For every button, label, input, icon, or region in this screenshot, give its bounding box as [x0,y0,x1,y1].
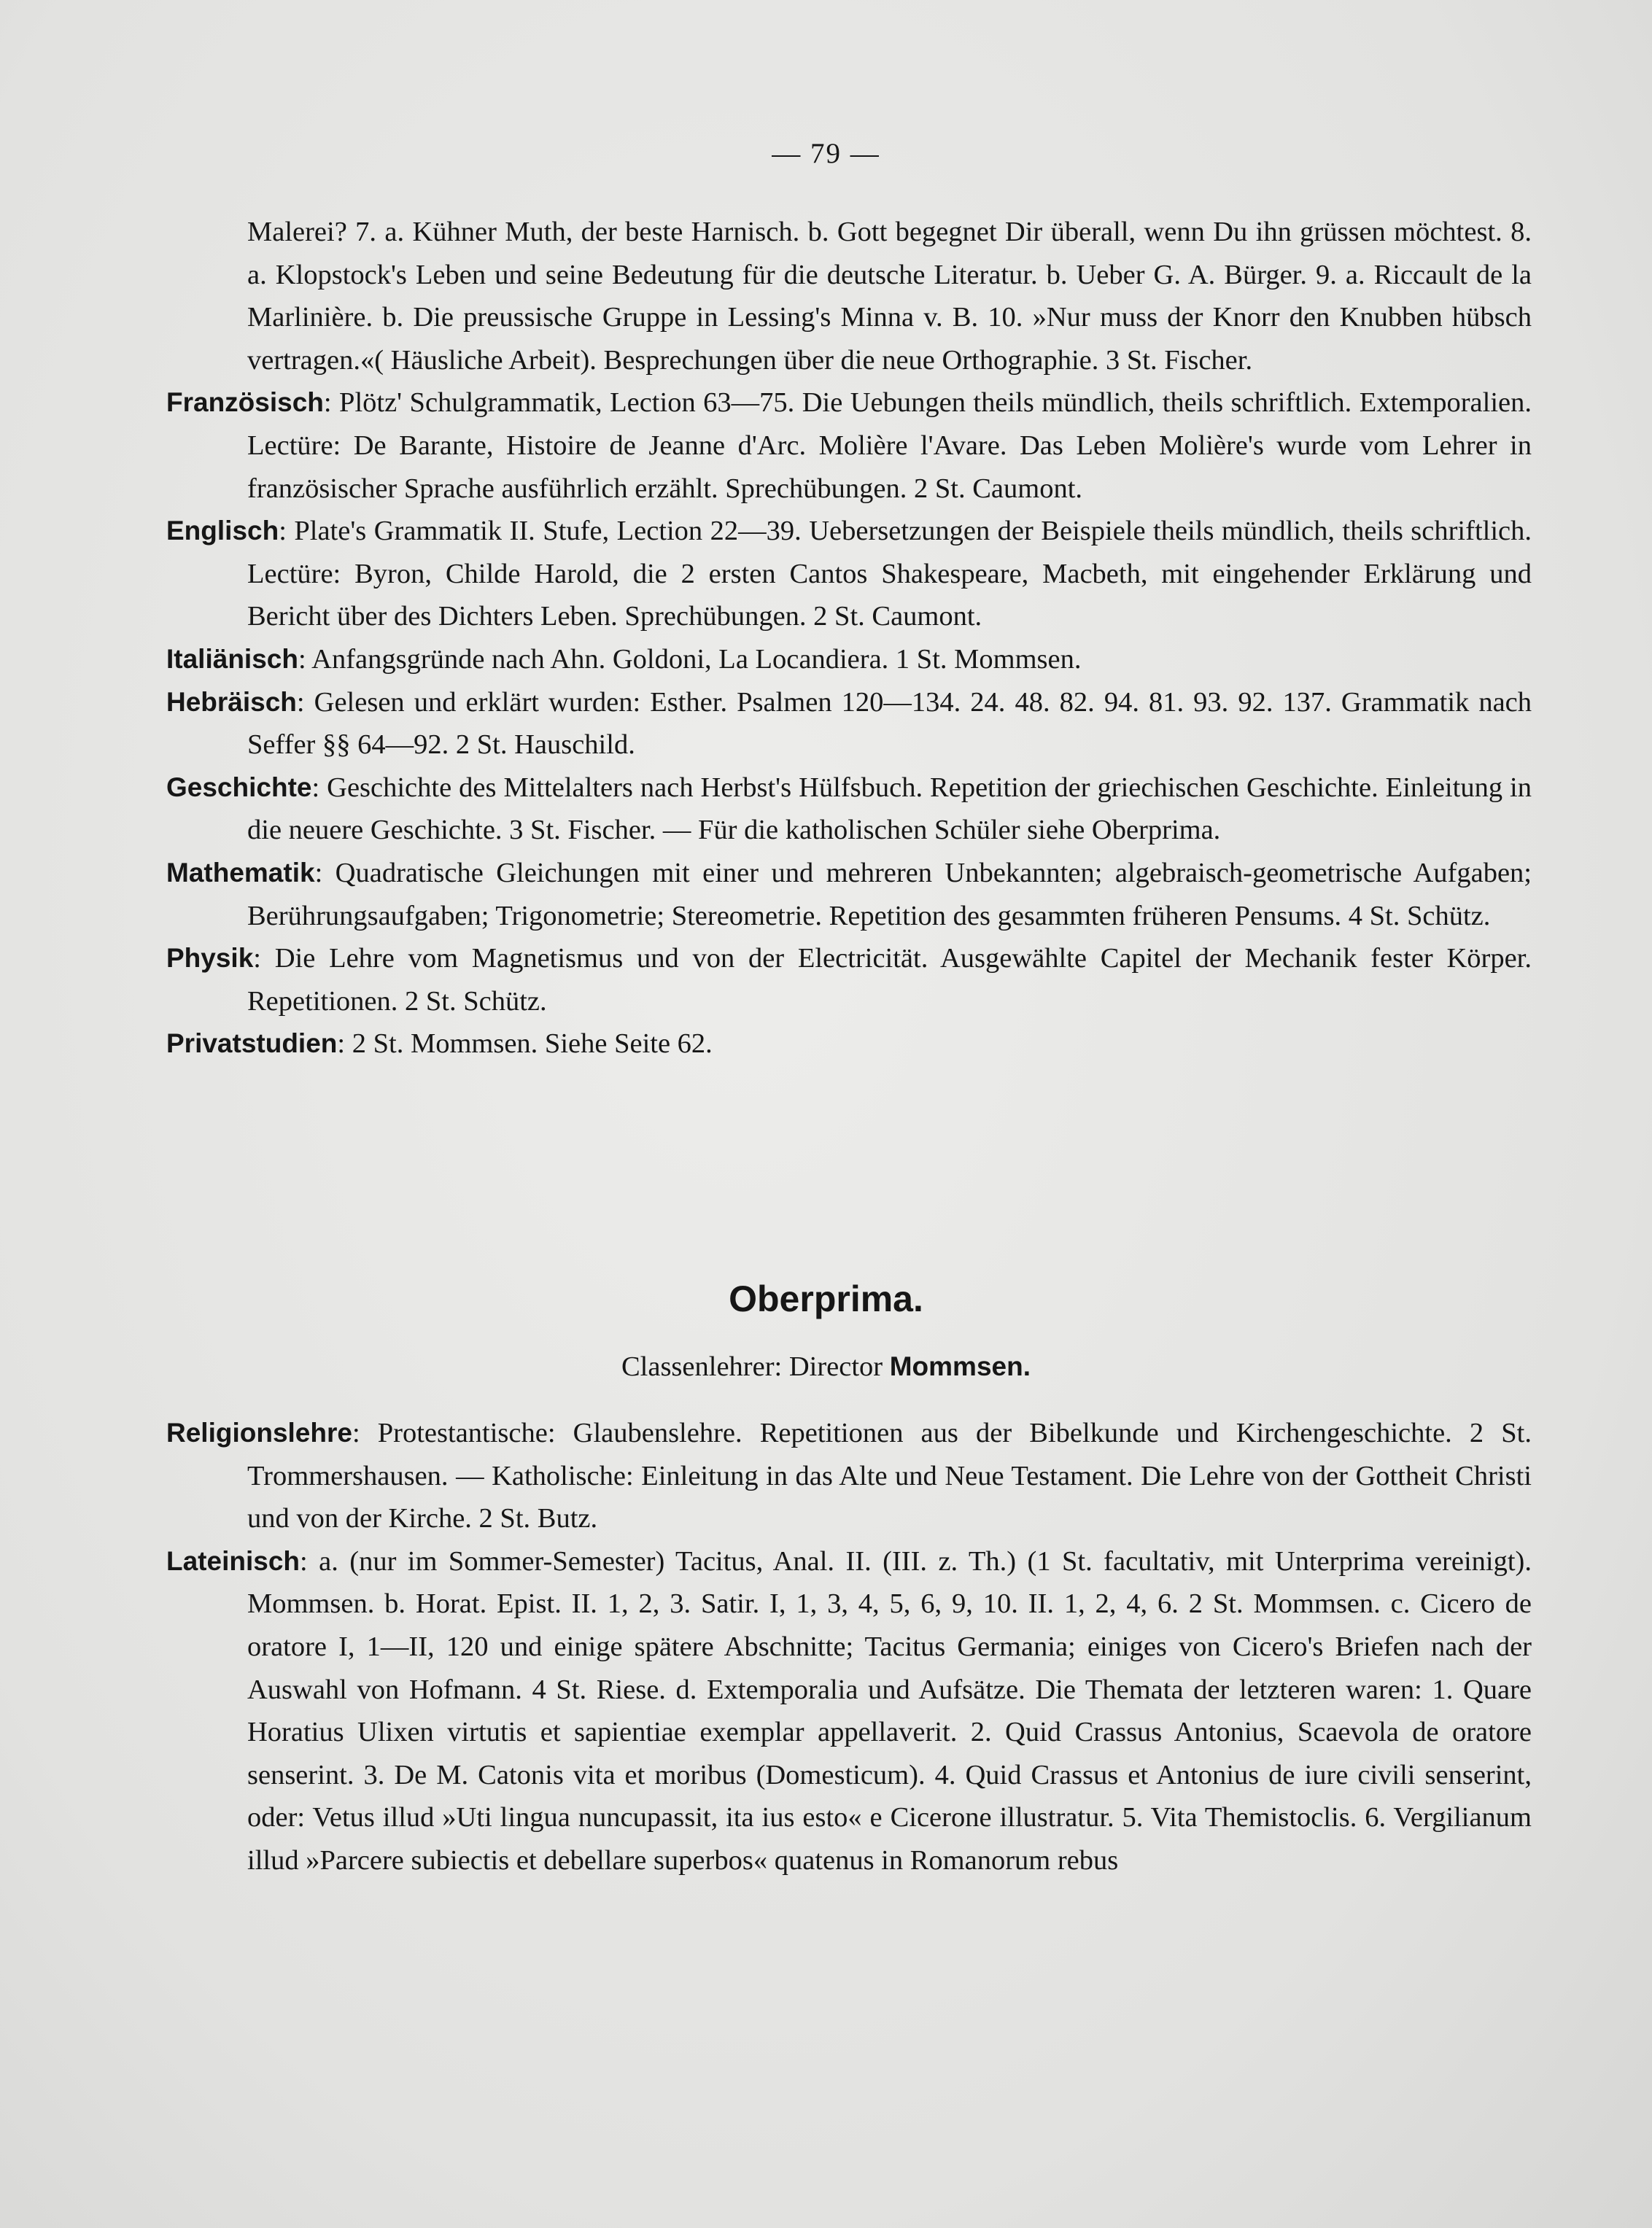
paragraph-text: : Die Lehre vom Magnetismus und von der Electricität. Ausgewählte Capitel der Mechanik fester Körper. Repetitionen. 2 St. Schütz. [247,943,1532,1017]
subject-term: Privatstudien [166,1028,338,1059]
subject-term: Hebräisch [166,686,297,717]
paragraph-privatstudien [166,1022,1532,1066]
paragraph-deutsch-continued [166,211,1532,381]
subject-term: Mathematik [166,857,315,888]
paragraph-text: : a. (nur im Sommer-Semester) Tacitus, Anal. II. (III. z. Th.) (1 St. facultativ, mit Unterprima vereinigt). Mommsen. b. Horat. Epist. II. 1, 2, 3. Satir. I, 1, 3, 4, 5, 6, 9, 10. II. 1, 2, 4, 6. 2 St. Mommsen. c. Cicero de oratore I, 1—II, 120 und einige spätere Abschnitte; Tacitus Germania; einiges von Cicero's Briefen nach der Auswahl von Hofmann. 4 St. Riese. d. Extemporalia und Aufsätze. Die Themata der letzteren waren: 1. Quare Horatius Ulixen virtutis et sapientiae exemplar appellaverit. 2. Quid Crassus Antonius, Scaevola de oratore senserint. 3. De M. Catonis vita et moribus (Domesticum). 4. Quid Crassus et Antonius de iure civili senserint, oder: Vetus illud »Uti lingua nuncupassit, ita ius esto« e Cicerone illustratur. 5. Vita Themistoclis. 6. Vergilianum illud »Parcere subiectis et debellare superbos« quatenus in Romanorum rebus [247,1545,1532,1876]
subject-term: Italiänisch [166,643,298,674]
paragraph-italiaenisch [166,638,1532,681]
section-heading: Oberprima. [729,1278,923,1319]
subject-term: Geschichte [166,772,312,802]
paragraph-text: : Gelesen und erklärt wurden: Esther. Psalmen 120—134. 24. 48. 82. 94. 81. 93. 92. 137. Grammatik nach Seffer §§ 64—92. 2 St. Hauschild. [247,686,1532,761]
subject-term: Lateinisch [166,1545,300,1576]
class-teacher-line [0,1351,1652,1383]
paragraph-text: : Plate's Grammatik II. Stufe, Lection 22—39. Uebersetzungen der Beispiele theils mündlich, theils schriftlich. Lectüre: Byron, Childe Harold, die 2 ersten Cantos Shakespeare, Macbeth, mit eingehender Erklärung und Bericht über des Dichters Leben. Sprechübungen. 2 St. Caumont. [247,516,1532,632]
paragraph-lateinisch [166,1540,1532,1882]
paragraph-englisch [166,510,1532,638]
paragraph-text: Malerei? 7. a. Kühner Muth, der beste Harnisch. b. Gott begegnet Dir überall, wenn Du ihn grüssen möchtest. 8. a. Klopstock's Leben und seine Bedeutung für die deutsche Literatur. b. Ueber G. A. Bürger. 9. a. Riccault de la Marlinière. b. Die preussische Gruppe in Lessing's Minna v. B. 10. »Nur muss der Knorr den Knubben hübsch vertragen.«( Häusliche Arbeit). Besprechungen über die neue Orthographie. 3 St. Fischer. [247,217,1532,376]
paragraph-physik [166,937,1532,1022]
subject-term: Physik [166,943,254,974]
paragraph-religionslehre [166,1412,1532,1540]
paragraph-franzoesisch [166,381,1532,510]
paragraph-hebraeisch [166,681,1532,766]
class-teacher-name: Mommsen. [889,1351,1031,1381]
subject-term: Englisch [166,516,279,546]
paragraph-mathematik [166,852,1532,937]
subject-term: Religionslehre [166,1418,352,1448]
subject-term: Französisch [166,387,324,418]
paragraph-text: : 2 St. Mommsen. Siehe Seite 62. [337,1028,713,1060]
paragraph-text: : Anfangsgründe nach Ahn. Goldoni, La Locandiera. 1 St. Mommsen. [298,643,1082,675]
paragraph-text: : Geschichte des Mittelalters nach Herbst's Hülfsbuch. Repetition der griechischen Geschichte. Einleitung in die neuere Geschichte. 3 St. Fischer. — Für die katholischen Schüler siehe Oberprima. [247,772,1532,846]
bottom-paragraphs [166,1412,1532,1882]
paragraph-text: : Protestantische: Glaubenslehre. Repetitionen aus der Bibelkunde und Kirchengeschichte. 2 St. Trommershausen. — Katholische: Einleitung in das Alte und Neue Testament. Die Lehre von der Gottheit Christi und von der Kirche. 2 St. Butz. [247,1418,1532,1534]
paragraph-geschichte [166,766,1532,852]
paragraph-text: : Plötz' Schulgrammatik, Lection 63—75. Die Uebungen theils mündlich, theils schriftlich. Extemporalien. Lectüre: De Barante, Histoire de Jeanne d'Arc. Molière l'Avare. Das Leben Molière's wurde vom Lehrer in französischer Sprache ausführlich erzählt. Sprechübungen. 2 St. Caumont. [247,387,1532,504]
paragraph-text: : Quadratische Gleichungen mit einer und mehreren Unbekannten; algebraisch-geometrische Aufgaben; Berührungsaufgaben; Trigonometrie; Stereometrie. Repetition des gesammten früheren Pensums. 4 St. Schütz. [247,857,1532,931]
page-number: — 79 — [772,138,880,169]
top-paragraphs [166,211,1532,1066]
class-teacher-label: Classenlehrer: Director [621,1351,883,1382]
